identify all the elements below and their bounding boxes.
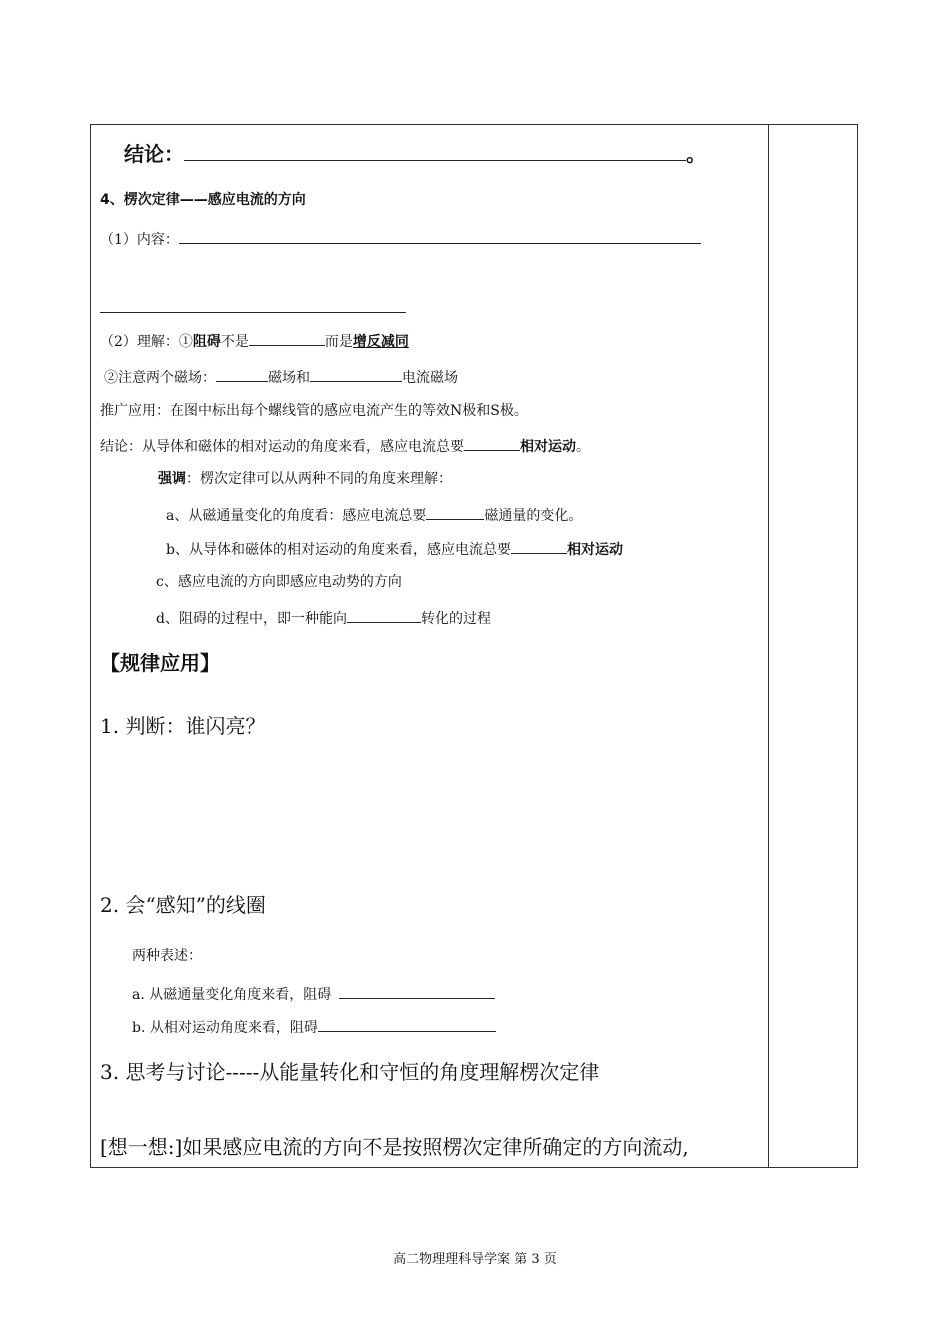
understanding-blank (249, 330, 325, 346)
extension-text: 推广应用：在图中标出每个螺线管的感应电流产生的等效N极和S极。 (100, 403, 528, 419)
question-3 (100, 1058, 599, 1086)
two-fields-suffix: 电流磁场 (402, 370, 458, 386)
point-a-blank (426, 504, 484, 520)
understanding-line (100, 330, 409, 352)
conclusion-end: 。 (686, 142, 706, 166)
expression-b (132, 1016, 496, 1038)
rule-increase-oppose-decrease-same: 增反减同 (352, 334, 409, 350)
conclusion-2-blank (464, 435, 520, 451)
two-fields-line (104, 366, 458, 388)
column-divider (768, 124, 769, 1168)
emphasis-line (158, 469, 452, 489)
rule-application-heading: 【规律应用】 (100, 651, 220, 675)
point-d-blank (347, 607, 421, 623)
content-blank-continued (100, 312, 406, 313)
expression-a (132, 983, 495, 1005)
hinder-word: 阻碍 (192, 334, 221, 350)
question-1: 1. 判断：谁闪亮？ (100, 714, 266, 738)
page-footer: 高二物理理科导学案 第 3 页 (393, 1252, 557, 1267)
question-3-text: 从能量转化和守恒的角度理解楞次定律 (259, 1060, 600, 1084)
not-is-text: 不是 (220, 334, 249, 350)
but-is-text: 而是 (324, 334, 353, 350)
expression-a-text: a. 从磁通量变化角度来看，阻碍 (132, 987, 332, 1003)
point-b-prefix: b、从导体和磁体的相对运动的角度来看，感应电流总要 (166, 542, 511, 558)
conclusion-2-bold: 相对运动 (520, 439, 576, 455)
point-b (166, 538, 623, 560)
point-d-prefix: d、阻碍的过程中，即一种能向 (156, 611, 347, 627)
point-d-suffix: 转化的过程 (420, 611, 491, 627)
content-label: （1）内容： (100, 232, 179, 248)
point-a-suffix: 磁通量的变化。 (484, 508, 583, 524)
point-a-prefix: a、从磁通量变化的角度看：感应电流总要 (166, 508, 427, 524)
think-prompt: [想一想:]如果感应电流的方向不是按照楞次定律所确定的方向流动, (100, 1135, 689, 1159)
content-table (90, 124, 858, 1168)
emphasis-text: ：楞次定律可以从两种不同的角度来理解： (186, 471, 452, 487)
question-3-prefix: 3. 思考与讨论----- (100, 1060, 260, 1084)
field-blank-1 (216, 366, 268, 382)
two-fields-prefix: ②注意两个磁场： (104, 370, 216, 386)
emphasis-label: 强调 (158, 471, 186, 487)
two-expressions-label: 两种表述： (132, 948, 202, 964)
point-d (156, 607, 491, 629)
expression-a-blank (339, 983, 495, 999)
question-2: 2. 会“感知”的线圈 (100, 893, 266, 917)
expression-b-blank (318, 1016, 496, 1032)
expression-b-text: b. 从相对运动角度来看，阻碍 (132, 1020, 318, 1036)
field-blank-2 (310, 366, 402, 382)
conclusion-2-end: 。 (576, 439, 590, 455)
content-line (100, 228, 701, 250)
point-a (166, 504, 582, 526)
section-4-title: 4、楞次定律——感应电流的方向 (100, 192, 306, 208)
conclusion-label: 结论： (124, 142, 184, 166)
point-c: c、感应电流的方向即感应电动势的方向 (156, 574, 402, 590)
understanding-prefix: （2）理解：① (100, 334, 193, 350)
conclusion-blank (184, 140, 686, 161)
conclusion-2-prefix: 结论：从导体和磁体的相对运动的角度来看，感应电流总要 (100, 439, 464, 455)
conclusion-line (124, 140, 706, 168)
point-b-blank (511, 538, 567, 554)
point-b-bold: 相对运动 (566, 542, 623, 558)
conclusion-2-line (100, 435, 590, 457)
content-blank (179, 228, 701, 244)
two-fields-mid: 磁场和 (268, 370, 310, 386)
